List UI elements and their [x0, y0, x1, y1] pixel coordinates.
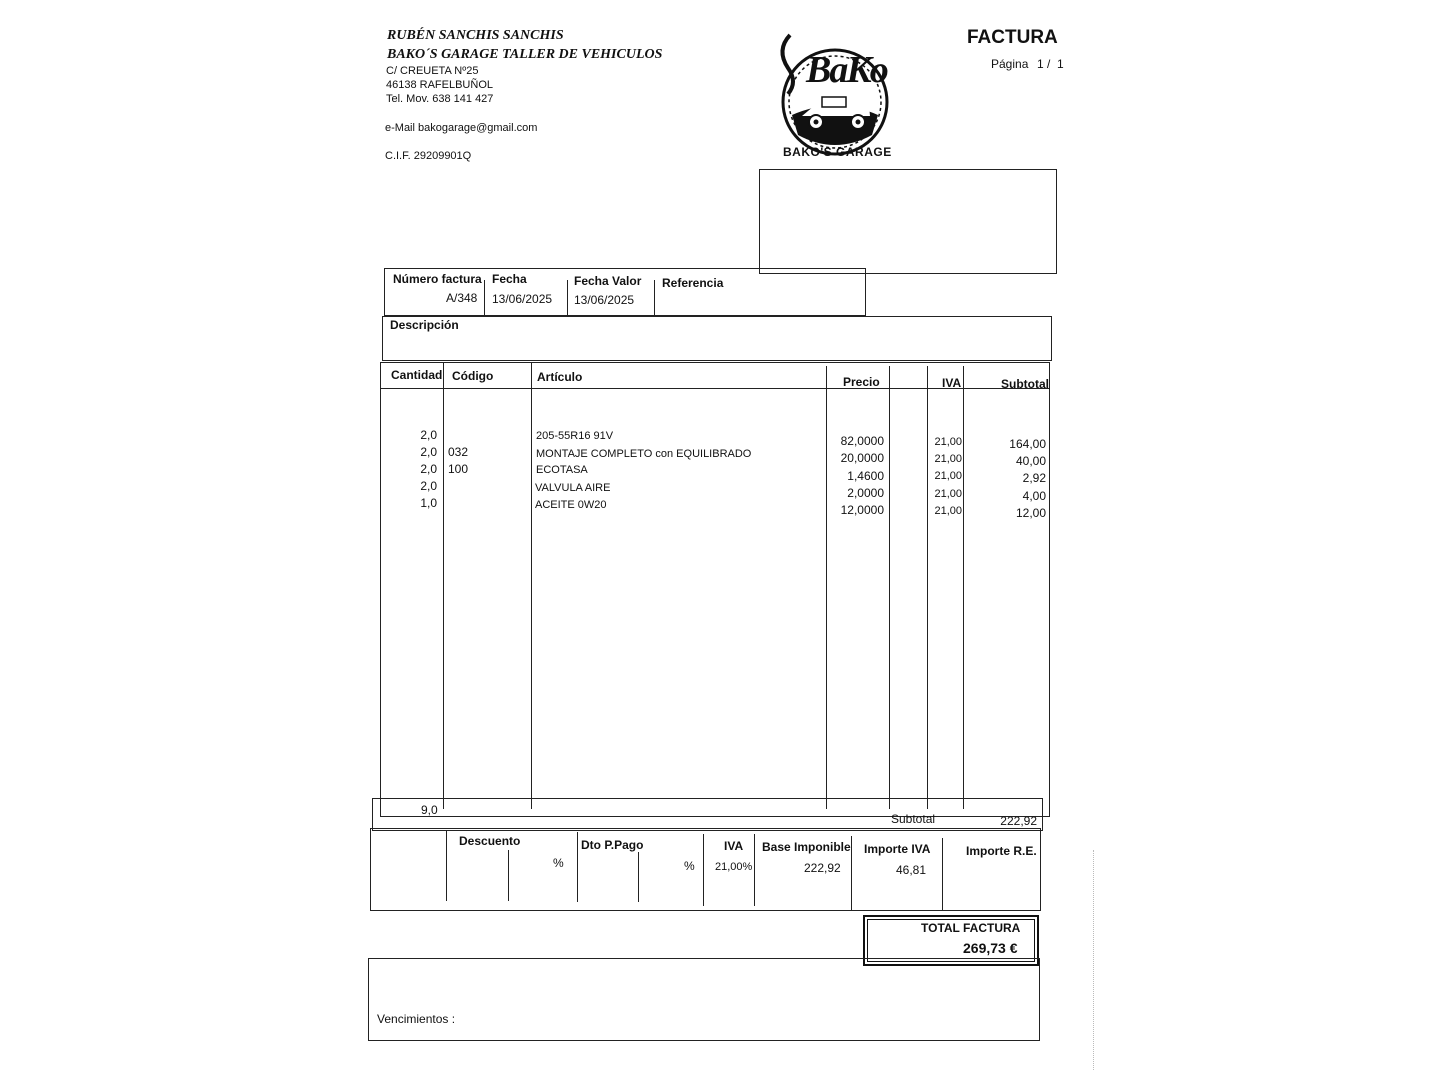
subtotal-label: Subtotal	[891, 812, 936, 826]
bakos-garage-logo	[772, 30, 902, 160]
importe-iva-label: Importe IVA	[864, 842, 931, 856]
city-line: 46138 RAFELBUÑOL	[386, 79, 493, 91]
page-value: 1 / 1	[1037, 57, 1064, 71]
descripcion-box	[382, 316, 1052, 361]
row-articulo: ECOTASA	[536, 464, 588, 476]
numero-factura-label: Número factura	[393, 272, 482, 286]
row-cantidad: 2,0	[420, 462, 437, 476]
row-cantidad: 2,0	[420, 445, 437, 459]
referencia-label: Referencia	[662, 276, 724, 290]
address-line: C/ CREUETA Nº25	[386, 65, 479, 77]
row-subtotal: 40,00	[1015, 454, 1046, 468]
importe-re-label: Importe R.E.	[966, 844, 1037, 858]
row-cantidad: 2,0	[420, 479, 437, 493]
vencimientos-box	[368, 958, 1040, 1041]
dto-pago-label: Dto P.Pago	[581, 838, 644, 852]
numero-factura-value: A/348	[446, 291, 478, 305]
descuento-pct: %	[553, 856, 564, 870]
row-articulo: ACEITE 0W20	[535, 499, 607, 511]
total-factura-value: 269,73 €	[963, 940, 1018, 956]
subtotal-row	[372, 798, 1043, 831]
page-label: Página	[991, 57, 1029, 71]
row-cantidad: 2,0	[420, 428, 437, 442]
base-imponible-label: Base Imponible	[762, 840, 851, 854]
row-iva: 21,00	[934, 470, 962, 482]
logo-caption: BAKO'S GARAGE	[783, 145, 892, 159]
customer-address-box	[759, 169, 1057, 274]
header-iva: IVA	[942, 376, 962, 390]
row-subtotal: 2,92	[1022, 471, 1046, 485]
header-articulo: Artículo	[537, 370, 583, 384]
vencimientos-label: Vencimientos :	[377, 1012, 456, 1026]
items-table	[380, 362, 1050, 817]
header-codigo: Código	[452, 369, 494, 383]
row-iva: 21,00	[934, 453, 962, 465]
row-iva: 21,00	[934, 488, 962, 500]
descripcion-label: Descripción	[390, 318, 459, 332]
row-articulo: 205-55R16 91V	[536, 430, 614, 442]
summary-iva-value: 21,00%	[715, 861, 753, 873]
row-articulo: MONTAJE COMPLETO con EQUILIBRADO	[536, 448, 752, 460]
email: e-Mail bakogarage@gmail.com	[385, 122, 538, 134]
header-subtotal: Subtotal	[1001, 377, 1049, 391]
header-cantidad: Cantidad	[391, 368, 443, 382]
descuento-label: Descuento	[459, 834, 521, 848]
fecha-label: Fecha	[492, 272, 527, 286]
total-factura-label: TOTAL FACTURA	[921, 921, 1021, 935]
row-codigo: 100	[448, 462, 469, 476]
row-precio: 12,0000	[840, 503, 884, 517]
row-iva: 21,00	[934, 436, 962, 448]
row-precio: 2,0000	[847, 486, 884, 500]
business-name: BAKO´S GARAGE TALLER DE VEHICULOS	[387, 47, 663, 62]
row-precio: 82,0000	[840, 434, 884, 448]
base-imponible-value: 222,92	[804, 861, 841, 875]
total-cantidad: 9,0	[421, 803, 438, 817]
row-subtotal: 12,00	[1015, 506, 1046, 520]
row-subtotal: 4,00	[1022, 489, 1046, 503]
row-codigo: 032	[448, 445, 469, 459]
row-precio: 1,4600	[847, 469, 884, 483]
row-articulo: VALVULA AIRE	[535, 482, 611, 494]
cif: C.I.F. 29209901Q	[385, 150, 472, 162]
summary-iva-label: IVA	[724, 839, 744, 853]
fecha-valor-value: 13/06/2025	[574, 293, 635, 307]
row-iva: 21,00	[934, 505, 962, 517]
row-cantidad: 1,0	[420, 496, 437, 510]
phone: Tel. Mov. 638 141 427	[386, 93, 494, 105]
invoice-title: FACTURA	[967, 27, 1058, 48]
row-precio: 20,0000	[840, 451, 884, 465]
header-precio: Precio	[843, 375, 880, 389]
scan-edge-mark	[1093, 850, 1094, 1070]
subtotal-value: 222,92	[1000, 814, 1037, 828]
dto-pago-pct: %	[684, 859, 695, 873]
owner-name: RUBÉN SANCHIS SANCHIS	[387, 28, 564, 43]
logo-script-text: BaKo	[806, 49, 887, 91]
fecha-value: 13/06/2025	[492, 292, 553, 306]
fecha-valor-label: Fecha Valor	[574, 274, 642, 288]
row-subtotal: 164,00	[1009, 437, 1046, 451]
importe-iva-value: 46,81	[896, 863, 927, 877]
